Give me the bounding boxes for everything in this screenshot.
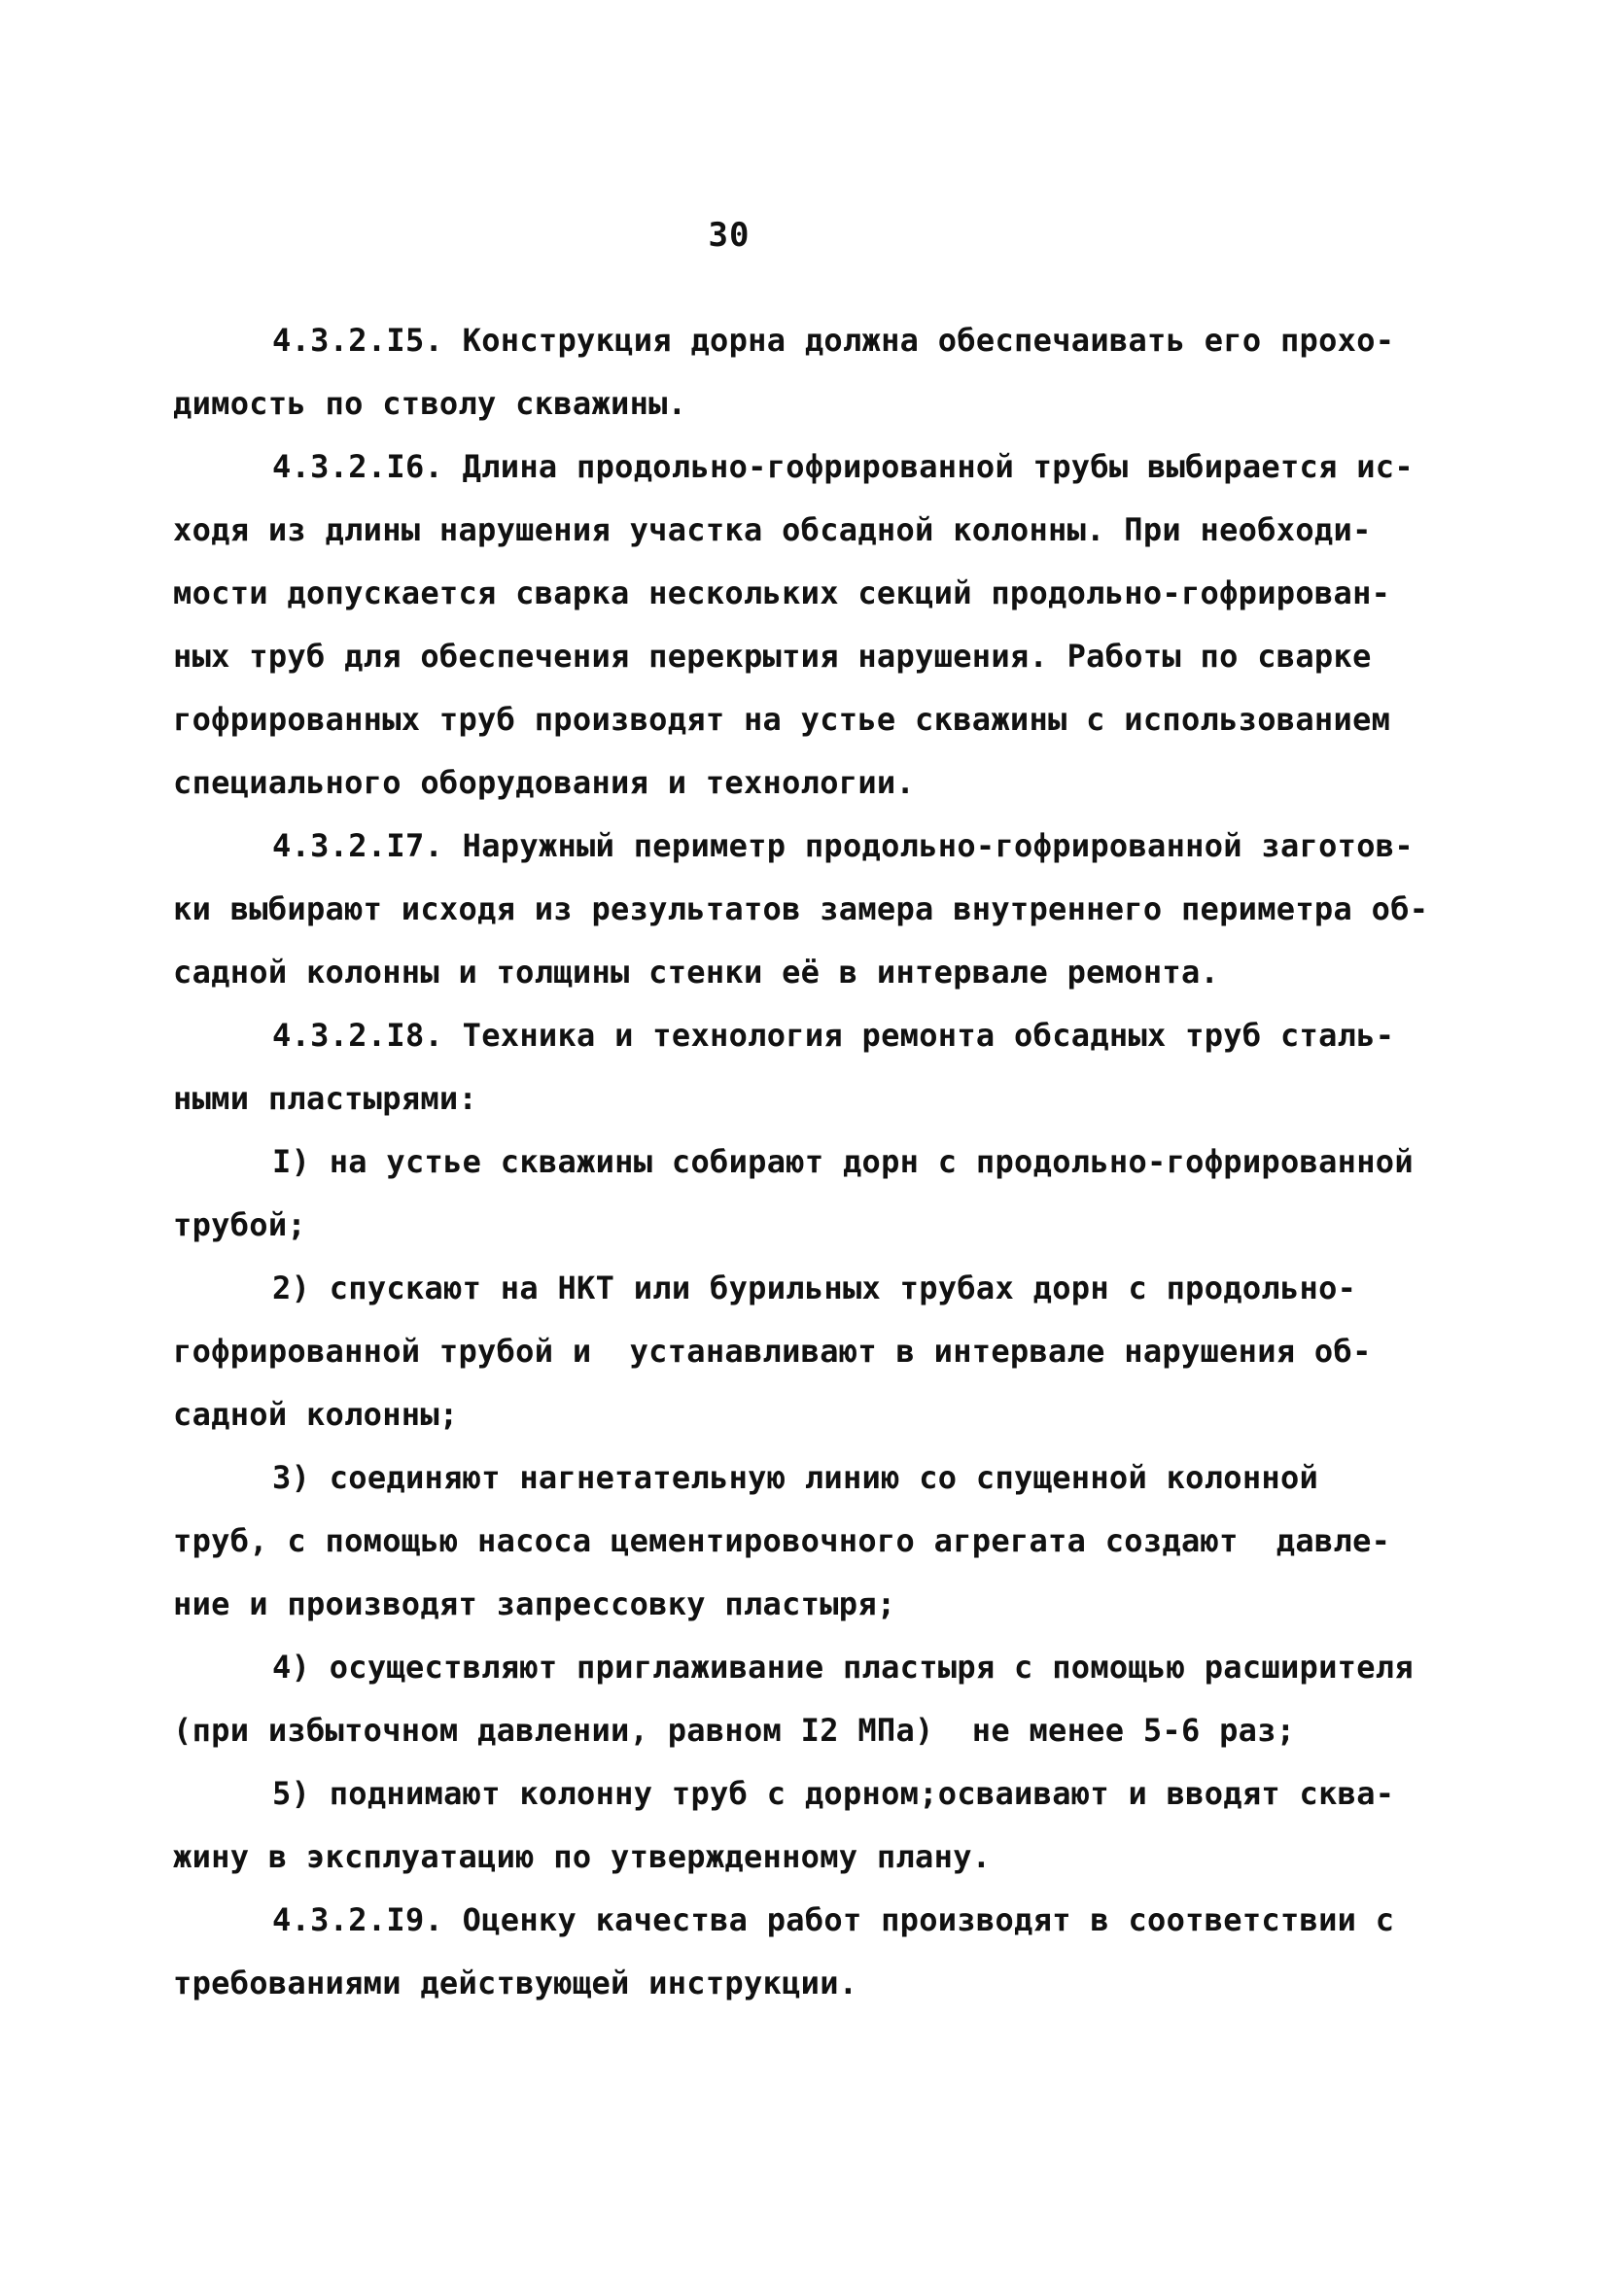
text-line: 4.3.2.I6. Длина продольно-гофрированной трубы выбирается ис- <box>272 448 1414 485</box>
text-line: гофрированной трубой и устанавливают в интервале нарушения об- <box>173 1333 1372 1370</box>
text-line: 4.3.2.I8. Техника и технология ремонта обсадных труб сталь- <box>272 1017 1395 1054</box>
text-line: ными пластырями: <box>173 1080 478 1117</box>
text-line: трубой; <box>173 1206 306 1243</box>
text-line: (при избыточном давлении, равном I2 МПа) не менее 5-6 раз; <box>173 1712 1296 1749</box>
text-line: жину в эксплуатацию по утвержденному плану. <box>173 1838 992 1875</box>
text-line: ходя из длины нарушения участка обсадной колонны. При необходи- <box>173 511 1372 548</box>
text-line: 4.3.2.I5. Конструкция дорна должна обеспечаивать его прохо- <box>272 322 1395 359</box>
text-line: специального оборудования и технологии. <box>173 764 916 801</box>
text-line: ки выбирают исходя из результатов замера внутреннего периметра об- <box>173 890 1429 927</box>
body-text <box>173 309 1427 2015</box>
text-line: 3) соединяют нагнетательную линию со спущенной колонной <box>272 1459 1319 1496</box>
text-line: I) на устье скважины собирают дорн с продольно-гофрированной <box>272 1143 1414 1180</box>
text-line: 4) осуществляют приглаживание пластыря с помощью расширителя <box>272 1649 1414 1686</box>
text-line: димость по стволу скважины. <box>173 385 687 422</box>
text-line: мости допускается сварка нескольких секций продольно-гофрирован- <box>173 574 1391 611</box>
text-line: труб, с помощью насоса цементировочного агрегата создают давле- <box>173 1522 1391 1559</box>
text-line: требованиями действующей инструкции. <box>173 1965 858 2001</box>
page-number: 30 <box>708 216 751 255</box>
text-line: 2) спускают на НКТ или бурильных трубах дорн с продольно- <box>272 1270 1357 1306</box>
text-line: 5) поднимают колонну труб с дорном;осваивают и вводят сква- <box>272 1775 1395 1812</box>
text-line: 4.3.2.I7. Наружный периметр продольно-гофрированной заготов- <box>272 827 1414 864</box>
text-line: садной колонны и толщины стенки её в интервале ремонта. <box>173 954 1220 991</box>
text-line: 4.3.2.I9. Оценку качества работ производят в соответствии с <box>272 1901 1395 1938</box>
text-line: ных труб для обеспечения перекрытия нарушения. Работы по сварке <box>173 638 1372 675</box>
text-line: садной колонны; <box>173 1396 459 1433</box>
text-line: гофрированных труб производят на устье скважины с использованием <box>173 701 1391 738</box>
text-line: ние и производят запрессовку пластыря; <box>173 1585 896 1622</box>
